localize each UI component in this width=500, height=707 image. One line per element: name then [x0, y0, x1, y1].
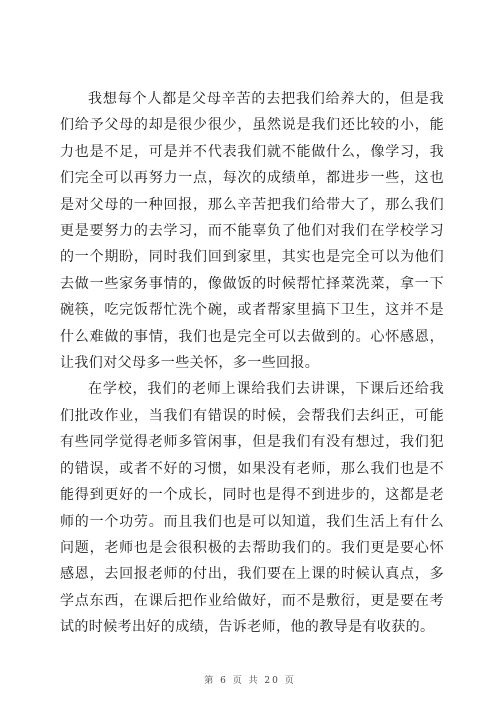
document-body	[60, 86, 444, 641]
page-number-footer: 第 6 页 共 20 页	[204, 676, 296, 686]
paragraph-parents: 我想每个人都是父母辛苦的去把我们给养大的，但是我们给予父母的却是很少很少，虽然说是我们还比较的小，能力也是不足，可是并不代表我们就不能做什么，像学习，我们完全可以再努力一点，每次的成绩单，都进步一些，这也是对父母的一种回报，那么辛苦把我们给带大了，那么我们更是要努力的去学习，而不能辜负了他们对我们在学校学习的一个期盼，同时我们回到家里，其实也是完全可以为他们去做一些家务事情的，像做饭的时候帮忙择菜洗菜，拿一下碗筷，吃完饭帮忙洗个碗，或者帮家里搞下卫生，这并不是什么难做的事情，我们也是完全可以去做到的。心怀感恩，让我们对父母多一些关怀，多一些回报。	[60, 91, 444, 372]
paragraph-teachers: 在学校，我们的老师上课给我们去讲课，下课后还给我们批改作业，当我们有错误的时候，会帮我们去纠正，可能有些同学觉得老师多管闲事，但是我们有没有想过，我们犯的错误，或者不好的习惯，如果没有老师，那么我们也是不能得到更好的一个成长，同时也是得不到进步的，这都是老师的一个功劳。而且我们也是可以知道，我们生活上有什么问题，老师也是会很积极的去帮助我们的。我们更是要心怀感恩，去回报老师的付出，我们要在上课的时候认真点，多学点东西，在课后把作业给做好，而不是敷衍，更是要在考试的时候考出好的成绩，告诉老师，他的教导是有收获的。	[60, 381, 444, 636]
